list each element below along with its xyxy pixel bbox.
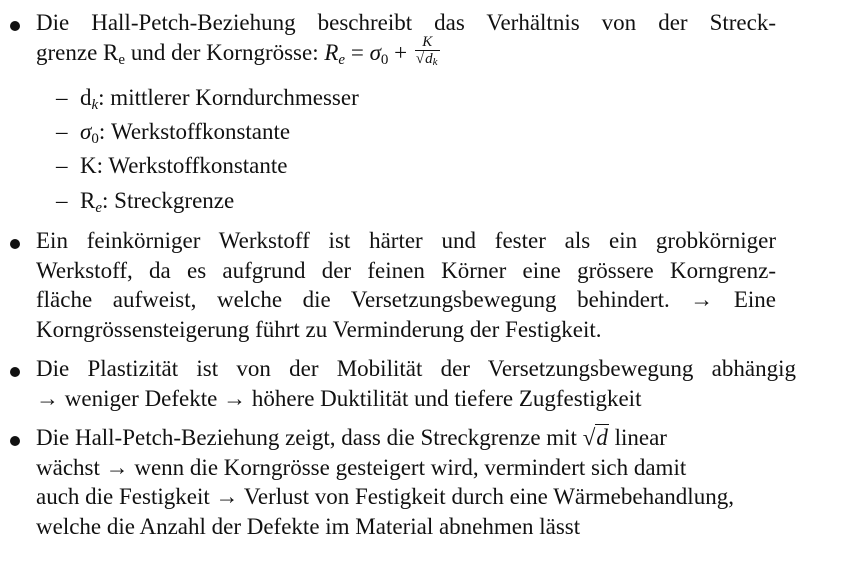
paragraph-line: fläche aufweist, welche die Versetzungsbewegung behindert. → Eine	[36, 287, 776, 312]
formula-subscript: 0	[380, 51, 389, 68]
dash-marker: –	[56, 119, 68, 144]
formula-symbol: R	[324, 39, 339, 65]
sub-item	[56, 151, 287, 181]
paragraph-line: → weniger Defekte → höhere Duktilität und tiefere Zugfestigkeit	[36, 385, 642, 411]
paragraph-line: wächst → wenn die Korngrösse gesteigert wird, vermindert sich damit	[36, 454, 687, 480]
sub-item-text: : mittlerer Korndurchmesser	[98, 85, 359, 110]
bullet-point	[10, 367, 20, 377]
formula-operator: =	[345, 39, 370, 65]
sub-item-text: : Werkstoffkonstante	[96, 153, 288, 178]
sub-item-text: : Streckgrenze	[102, 188, 235, 213]
paragraph-line: Korngrössensteigerung führt zu Verminderung der Festigkeit.	[36, 316, 602, 342]
paragraph-line: Werkstoff, da es aufgrund der feinen Körner eine grössere Korngrenz-	[36, 257, 776, 283]
paragraph-line: Ein feinkörniger Werkstoff ist härter und fester als ein grobkörniger	[36, 228, 776, 253]
sub-item	[56, 117, 290, 147]
formula-subscript: e	[338, 51, 346, 68]
text-span: linear	[608, 425, 667, 450]
symbol: R	[80, 188, 96, 213]
dash-marker: –	[56, 85, 68, 110]
sub-item	[56, 83, 359, 113]
paragraph-line-formula	[36, 33, 776, 68]
sub-item-text: : Werkstoffkonstante	[98, 119, 291, 144]
bullet-point	[10, 436, 20, 446]
paragraph-line: auch die Festigkeit → Verlust von Festigkeit durch eine Wärmebehandlung,	[36, 484, 734, 509]
hall-petch-formula	[324, 33, 441, 68]
radical-sign: √	[582, 425, 596, 450]
sqrt-d-formula	[583, 425, 609, 450]
paragraph-line: Die Hall-Petch-Beziehung beschreibt das Verhältnis von der Streck-	[36, 10, 776, 35]
bullet-point	[10, 21, 20, 31]
bullet-point	[10, 239, 20, 249]
symbol: d	[80, 85, 92, 110]
formula-operator: +	[388, 39, 413, 65]
list-item-hall-petch	[36, 8, 776, 67]
text-span: Die Hall-Petch-Beziehung zeigt, dass die Streckgrenze mit	[36, 425, 583, 450]
symbol: σ	[80, 119, 92, 144]
formula-symbol: d	[425, 50, 433, 67]
fraction-numerator: K	[415, 34, 440, 51]
list-item-fine-grain	[36, 226, 776, 344]
list-item-hall-petch-shows	[36, 423, 836, 541]
radical-sign: √	[415, 50, 425, 67]
subscript: e	[118, 51, 126, 68]
fraction-denominator	[415, 51, 440, 67]
paragraph-line: welche die Anzahl der Defekte im Material abnehmen lässt	[36, 513, 581, 539]
formula-fraction	[415, 34, 440, 67]
sub-item	[56, 186, 234, 216]
paragraph-line	[36, 423, 776, 453]
symbol: K	[80, 153, 97, 178]
subscript: k	[91, 97, 99, 113]
formula-symbol: d	[596, 425, 608, 450]
dash-marker: –	[56, 188, 68, 213]
dash-marker: –	[56, 153, 68, 178]
subscript: e	[95, 200, 103, 216]
text-span: grenze R	[36, 39, 119, 65]
text-span: und der Korngrösse:	[125, 39, 325, 65]
paragraph-line: Die Plastizität ist von der Mobilität der Versetzungsbewegung abhängig	[36, 356, 796, 381]
formula-subscript: k	[432, 55, 438, 68]
formula-symbol: σ	[369, 39, 381, 65]
list-item-plasticity	[36, 354, 796, 413]
subscript: 0	[91, 131, 99, 147]
